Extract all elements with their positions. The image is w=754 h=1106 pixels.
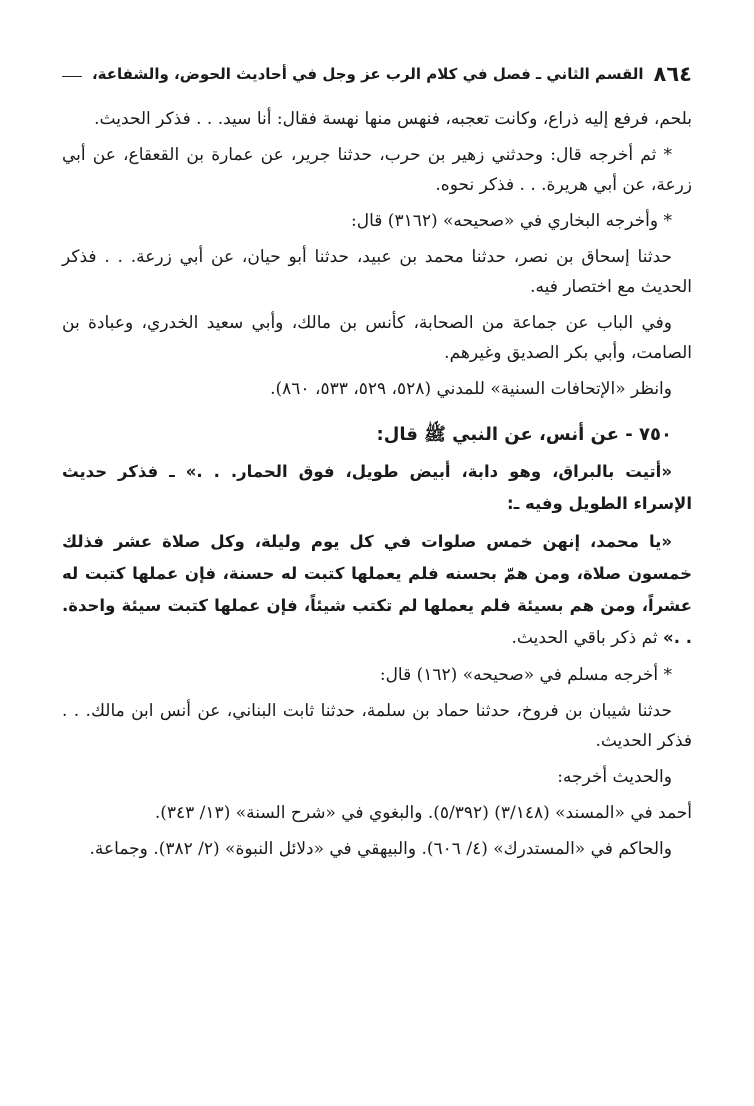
page-header (62, 58, 692, 90)
paragraph: * وأخرجه البخاري في «صحيحه» (٣١٦٢) قال: (351, 211, 672, 231)
paragraph: * ثم أخرجه قال: وحدثني زهير بن حرب، حدثنا جرير، عن عمارة بن القعقاع، عن أبي زرعة، عن أبي هريرة. . . فذكر نحوه. (62, 145, 692, 195)
paragraph: والحديث أخرجه: (557, 767, 672, 787)
paragraph: وانظر «الإتحافات السنية» للمدني (٥٢٨، ٥٢٩، ٥٣٣، ٨٦٠). (270, 379, 672, 399)
paragraph: حدثنا إسحاق بن نصر، حدثنا محمد بن عبيد، حدثنا أبو حيان، عن أبي زرعة. . . فذكر الحديث مع اختصار فيه. (62, 247, 692, 297)
paragraph: بلحم، فرفع إليه ذراع، وكانت تعجبه، فنهس منها نهسة فقال: أنا سيد. . . فذكر الحديث. (94, 109, 692, 129)
paragraph: حدثنا شيبان بن فروخ، حدثنا حماد بن سلمة، حدثنا ثابت البناني، عن أنس ابن مالك. . . فذكر الحديث. (62, 701, 692, 751)
paragraph: وفي الباب عن جماعة من الصحابة، كأنس بن مالك، وأبي سعيد الخدري، وعبادة بن الصامت، وأبي بكر الصديق وغيرهم. (62, 313, 692, 363)
page-body (62, 104, 692, 870)
hadith-text: «أتيت بالبراق، وهو دابة، أبيض طويل، فوق الحمار. . .» ـ فذكر حديث الإسراء الطويل وفيه ـ: (62, 462, 692, 513)
hadith-heading: ٧٥٠ - عن أنس، عن النبي ﷺ قال: (376, 424, 672, 445)
hadith-tail: ثم ذكر باقي الحديث. (511, 628, 664, 648)
hadith-text-block (62, 526, 692, 654)
paragraph: أحمد في «المسند» (٣/١٤٨) (٥/٣٩٢). والبغوي في «شرح السنة» (١٣/ ٣٤٣). (154, 803, 692, 823)
hadith-quote: «يا محمد، إنهن خمس صلوات في كل يوم وليلة، وكل صلاة عشر فذلك خمسون صلاة، ومن همّ بحسنه فلم يعملها كتبت له حسنة، فإن عملها كتبت له عشراً، ومن هم بسيئة فلم يعملها لم تكتب شيئاً، فإن عملها كتبت سيئة واحدة. . .» (62, 532, 692, 647)
page-number: ٨٦٤ (653, 62, 692, 86)
header-rule (62, 76, 82, 77)
paragraph: والحاكم في «المستدرك» (٤/ ٦٠٦). والبيهقي في «دلائل النبوة» (٢/ ٣٨٢). وجماعة. (89, 839, 672, 859)
paragraph: * أخرجه مسلم في «صحيحه» (١٦٢) قال: (379, 665, 672, 685)
running-title: القسم الثاني ـ فصل في كلام الرب عز وجل في أحاديث الحوض، والشفاعة، (91, 65, 644, 83)
